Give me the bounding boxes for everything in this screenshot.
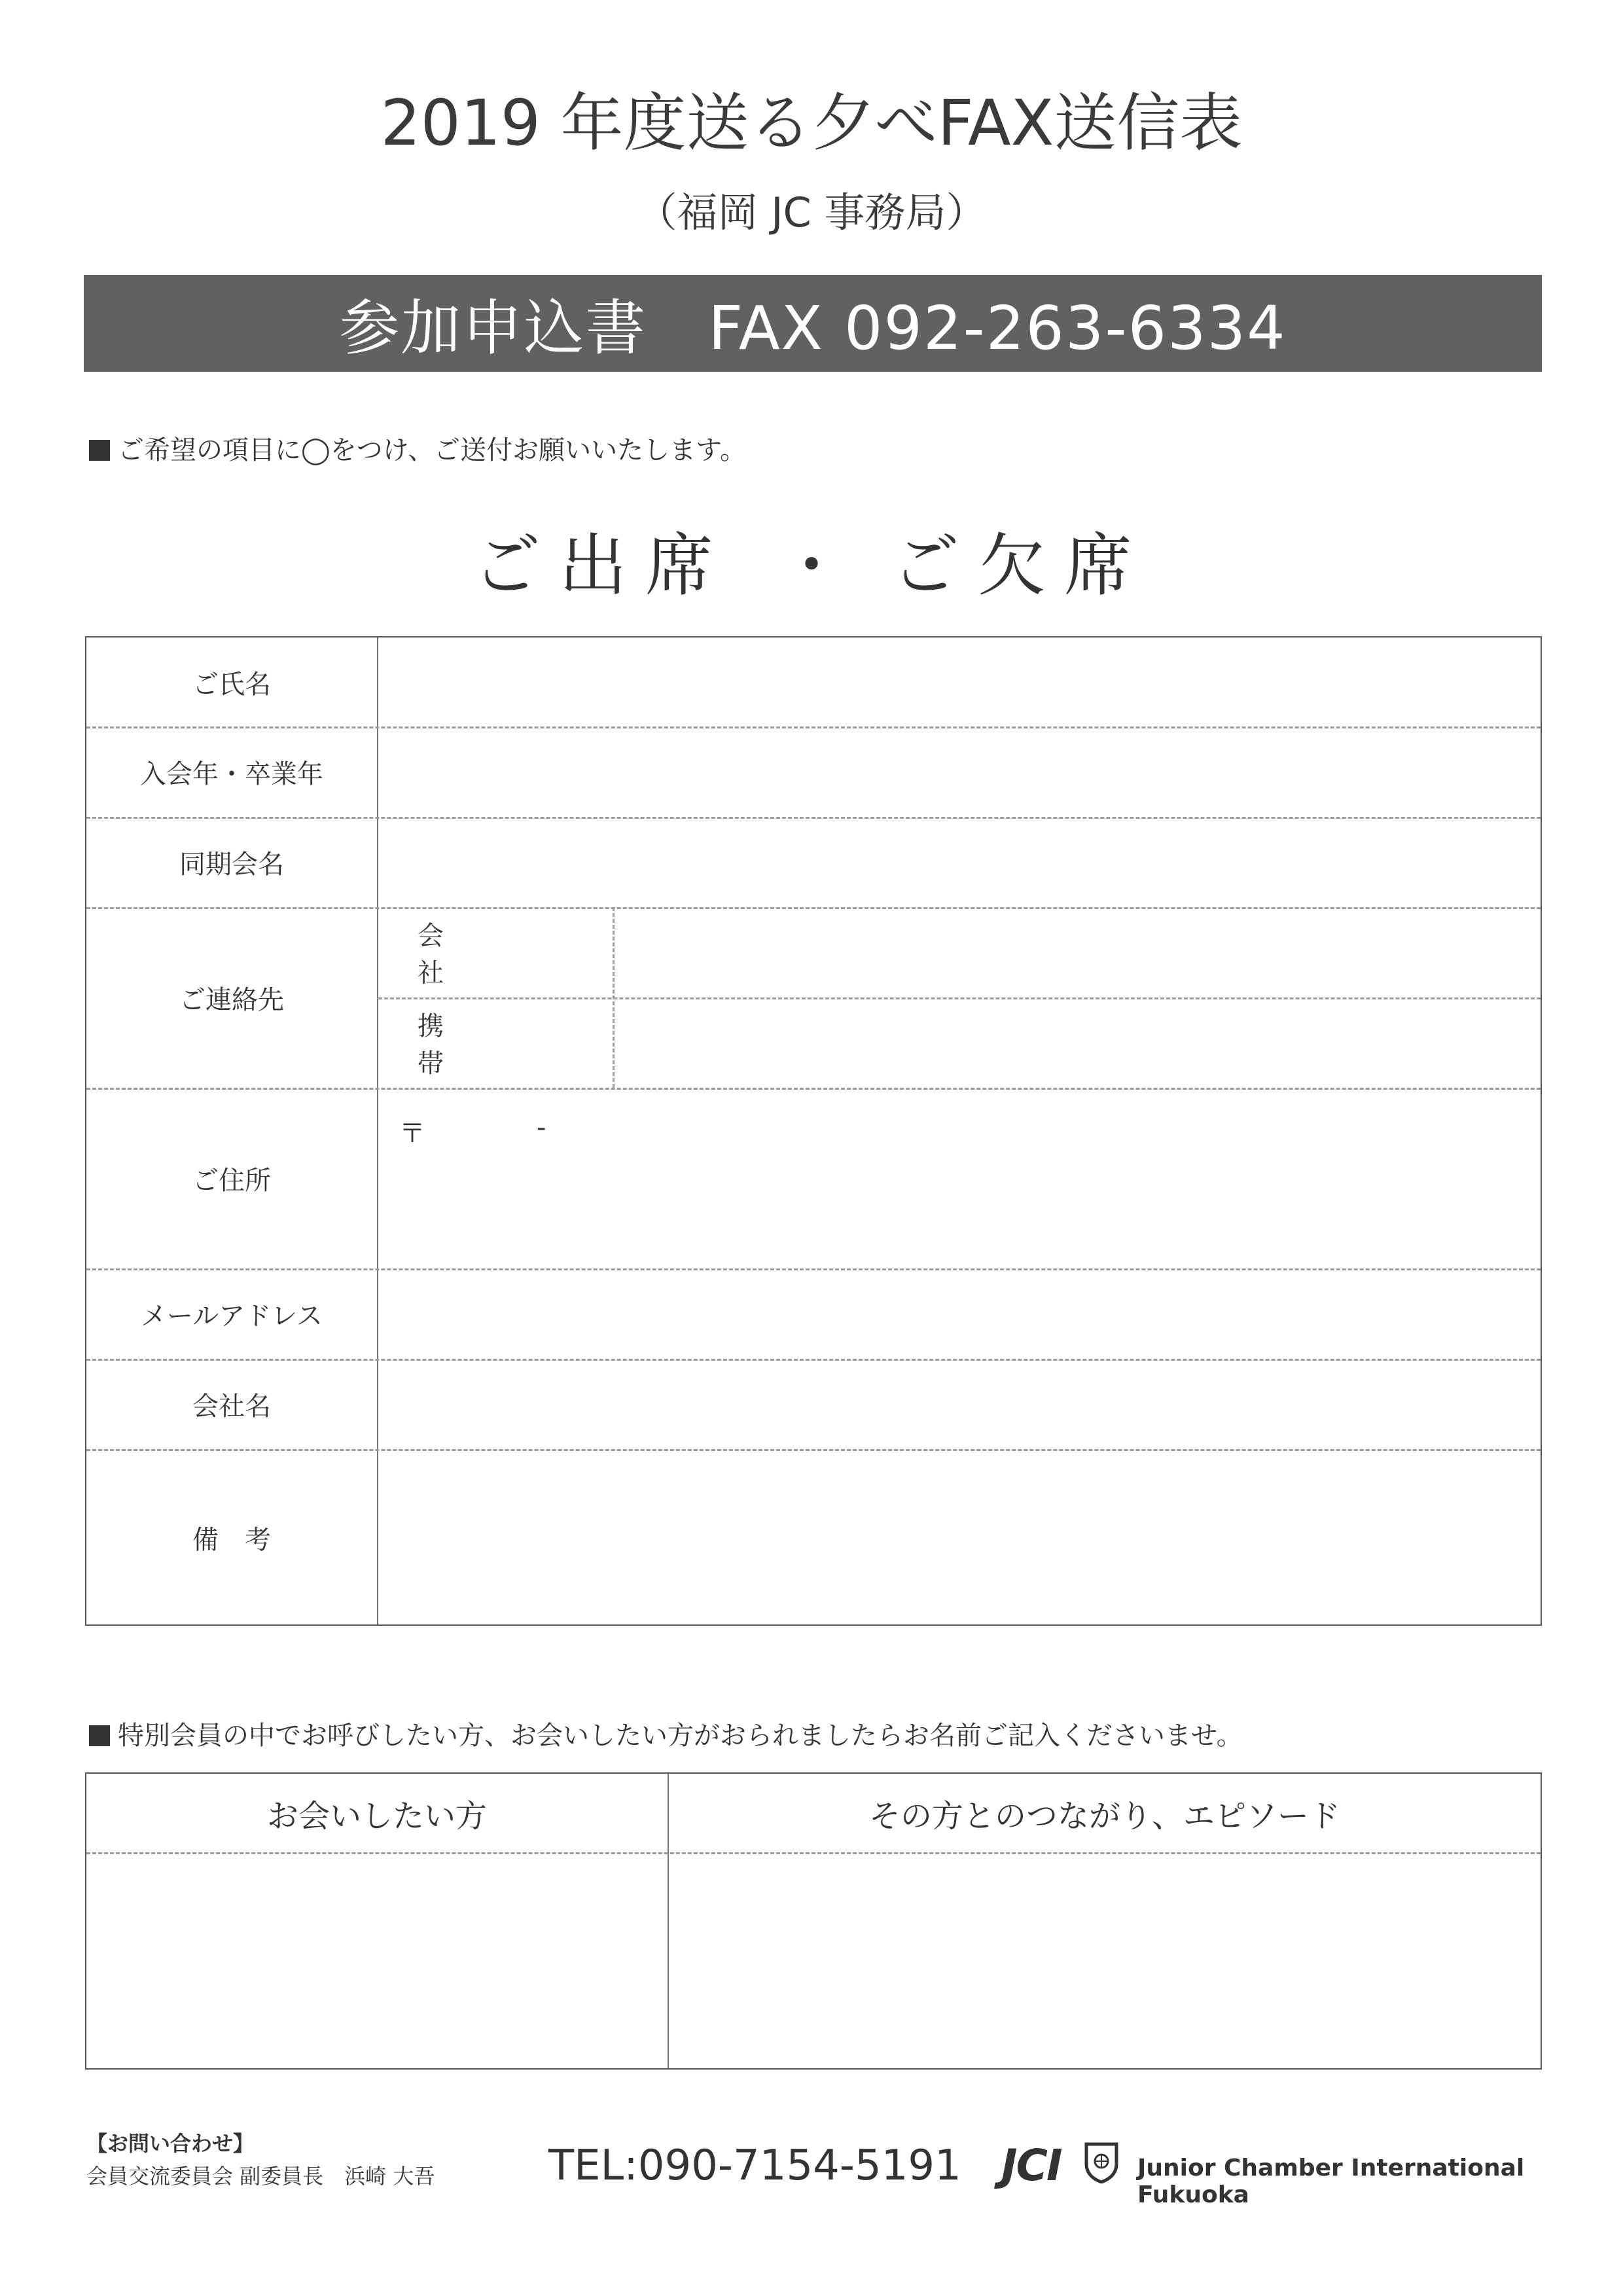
absent-option[interactable]: ご欠席 [891,526,1151,605]
instruction-circle [89,429,746,467]
contact-phone: TEL:090-7154-5191 [548,2142,961,2190]
join-year-label: 入会年・卒業年 [140,759,323,789]
postal-mark: 〒 [399,1119,425,1149]
jci-emblem-icon [1084,2142,1119,2183]
contact-subdivider [613,907,615,1088]
name-label: ご氏名 [192,669,271,700]
cohort-label: 同期会名 [179,849,284,880]
mobile-field[interactable] [615,997,1541,1088]
attend-option[interactable]: ご出席 [472,526,732,605]
join-year-field[interactable] [378,726,1541,817]
col-header-relation: その方とのつながり、エピソード [868,1797,1340,1835]
email-field[interactable] [378,1268,1541,1359]
inquiry-heading: 【お問い合わせ】 [86,2131,255,2156]
inquiry-contact-person: 会員交流委員会 副委員長 浜崎 大吾 [86,2164,435,2189]
remarks-field[interactable] [378,1449,1541,1626]
jci-logo: JCI [1001,2140,1061,2191]
fax-banner: 参加申込書 FAX 092-263-6334 [84,275,1542,372]
attendance-choice [0,511,1623,609]
organization-name: Junior Chamber International Fukuoka [1137,2155,1525,2208]
company-phone-label: 会 社 [418,921,548,988]
address-field[interactable] [378,1088,1541,1268]
remarks-label: 備 考 [192,1524,271,1555]
name-field[interactable] [378,637,1541,726]
col-header-person: お会いしたい方 [266,1797,487,1835]
person-field[interactable] [86,1854,668,2068]
attendance-separator: ・ [777,526,846,605]
address-label: ご住所 [192,1165,271,1196]
instruction-special-members [89,1715,1243,1752]
square-bullet-icon [89,1725,110,1746]
document-title: 2019 年度送る夕べFAX送信表 [380,86,1243,160]
registration-form [85,636,1542,1626]
postal-dash: - [537,1113,546,1143]
company-name-field[interactable] [378,1359,1541,1449]
email-label: メールアドレス [141,1300,323,1331]
company-phone-field[interactable] [615,907,1541,997]
meet-request-table [85,1772,1542,2070]
square-bullet-icon [89,440,110,461]
instruction-text: 特別会員の中でお呼びしたい方、お会いしたい方がおられましたらお名前ご記入くださいませ。 [118,1721,1243,1751]
contact-label: ご連絡先 [179,984,284,1015]
document-subtitle: （福岡 JC 事務局） [636,188,987,236]
company-name-label: 会社名 [192,1391,271,1422]
instruction-text: ご希望の項目に◯をつけ、ご送付お願いいたします。 [118,435,746,465]
mobile-label: 携 帯 [418,1011,548,1079]
relation-field[interactable] [669,1854,1541,2068]
cohort-field[interactable] [378,817,1541,907]
